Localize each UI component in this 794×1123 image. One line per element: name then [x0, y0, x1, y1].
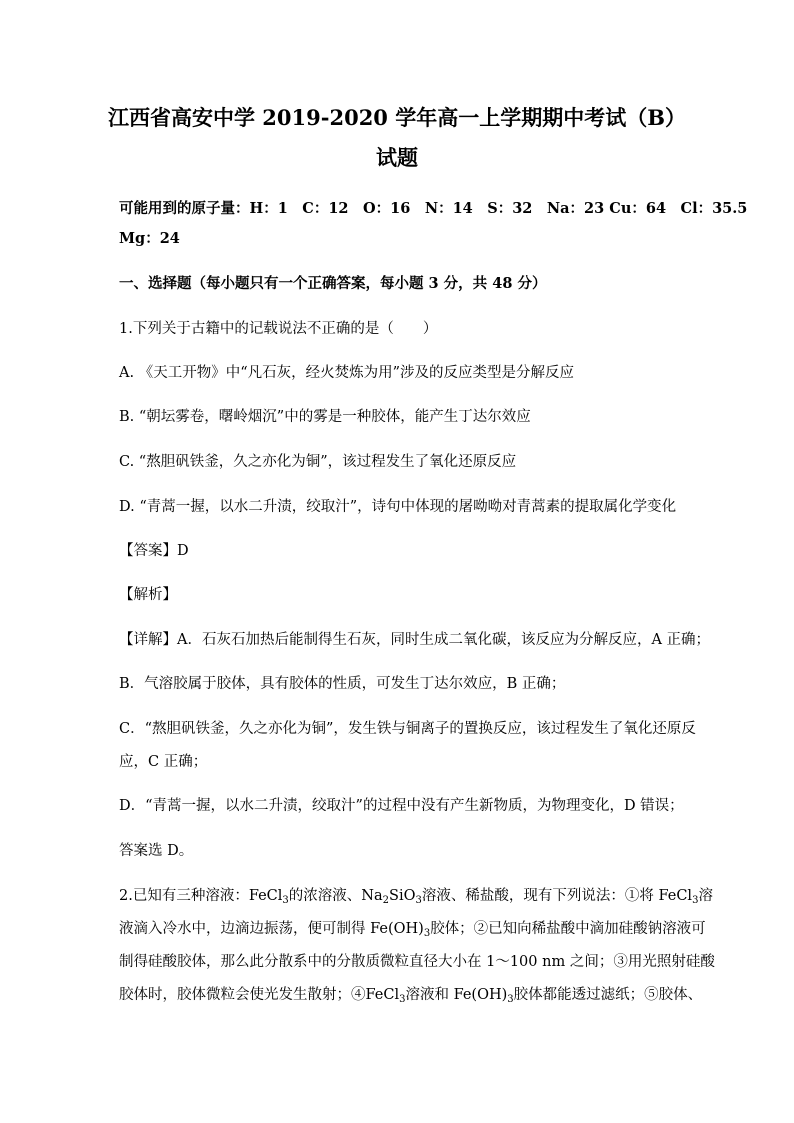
- question-2-line: 2.已知有三种溶液：FeCl$_3$的浓溶液、$Na_2SiO_3$溶液、稀盐酸，现有下列说法：①将 FeCl$_3$溶: [119, 888, 713, 906]
- question-1-detail: C．“熬胆矾铁釜，久之亦化为铜”，发生铁与铜离子的置换反应，该过程发生了氧化还原反: [119, 721, 696, 737]
- question-1-option-c: C. “熬胆矾铁釜，久之亦化为铜”，该过程发生了氧化还原反应: [119, 454, 517, 470]
- question-1-answer: 【答案】D: [119, 543, 189, 559]
- document-title: 江西省高安中学 2019-2020 学年高一上学期期中考试（B）: [108, 105, 686, 130]
- question-1-stem: 1.下列关于古籍中的记载说法不正确的是（ ）: [119, 321, 438, 337]
- document-title-continued: 试题: [376, 145, 418, 170]
- question-2-line: 胶体时，胶体微粒会使光发生散射；④FeCl$_3$溶液和 $Fe(OH)_3$胶体都能透过滤纸；⑤胶体、: [119, 987, 703, 1005]
- question-1-option-d: D. “青蒿一握，以水二升渍，绞取汁”，诗句中体现的屠呦呦对青蒿素的提取属化学变化: [119, 499, 677, 515]
- atomic-masses-continued: Mg：24: [119, 230, 180, 247]
- section-heading: 一、选择题（每小题只有一个正确答案，每小题 3 分，共 48 分）: [119, 275, 547, 292]
- question-1-detail: D．“青蒿一握，以水二升渍，绞取汁”的过程中没有产生新物质，为物理变化，D 错误；: [119, 798, 684, 814]
- question-1-option-b: B. “朝坛雾卷，曙岭烟沉”中的雾是一种胶体，能产生丁达尔效应: [119, 409, 531, 425]
- question-1-detail: B．气溶胶属于胶体，具有胶体的性质，可发生丁达尔效应，B 正确；: [119, 676, 566, 692]
- question-1-detail: 应，C 正确；: [119, 754, 208, 770]
- question-2-line: 制得硅酸胶体，那么此分散系中的分散质微粒直径大小在 1～100 nm 之间；③用光照射硅酸: [119, 954, 715, 970]
- question-2-line: 液滴入冷水中，边滴边振荡，便可制得 $Fe(OH)_3$胶体；②已知向稀盐酸中滴加硅酸钠溶液可: [119, 921, 706, 939]
- question-1-conclusion: 答案选 D。: [119, 843, 194, 859]
- question-1-analysis-heading: 【解析】: [119, 587, 177, 603]
- atomic-masses: 可能用到的原子量：H：1 C：12 O：16 N：14 S：32 Na：23 Cu：64 Cl：35.5: [119, 200, 748, 217]
- question-1-option-a: A. 《天工开物》中“凡石灰，经火焚炼为用”涉及的反应类型是分解反应: [119, 365, 575, 381]
- question-1-detail: 【详解】A．石灰石加热后能制得生石灰，同时生成二氧化碳，该反应为分解反应，A 正确；: [119, 632, 711, 648]
